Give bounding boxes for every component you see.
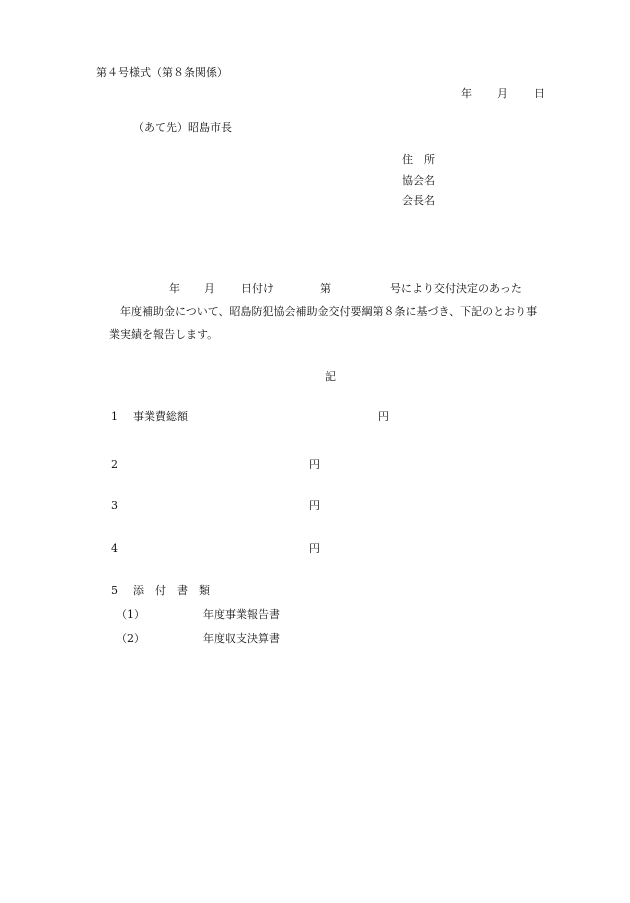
sender-president-label: 会長名	[402, 194, 435, 207]
attachment-2-text: 年度収支決算書	[203, 632, 280, 645]
form-label: 第４号様式（第８条関係）	[96, 66, 228, 79]
attachments-label: 添 付 書 類	[133, 584, 210, 597]
body-line-3: 業実績を報告します。	[109, 328, 219, 341]
attachment-1-number: （1）	[116, 608, 145, 621]
ki-heading: 記	[325, 370, 336, 383]
date-day: 日	[534, 87, 545, 100]
sender-address-label: 住 所	[402, 153, 435, 166]
body-line-2: 年度補助金について、昭島防犯協会補助金交付要綱第８条に基づき、下記のとおり事	[120, 305, 538, 318]
item-4-number: 4	[111, 542, 118, 555]
attachments-number: 5	[111, 584, 118, 597]
body-dated: 日付け	[241, 282, 274, 295]
addressee: （あて先）昭島市長	[133, 121, 232, 134]
attachment-1-text: 年度事業報告書	[203, 608, 280, 621]
body-year: 年	[169, 282, 180, 295]
body-number-prefix: 第	[320, 282, 331, 295]
item-2-number: 2	[111, 458, 118, 471]
item-1-number: 1	[111, 410, 118, 423]
body-month: 月	[204, 282, 215, 295]
body-number-suffix: 号により交付決定のあった	[390, 282, 522, 295]
attachment-2-number: （2）	[116, 632, 145, 645]
item-4-unit: 円	[309, 542, 320, 555]
date-month: 月	[497, 87, 508, 100]
item-1-label: 事業費総額	[133, 410, 188, 423]
sender-association-label: 協会名	[402, 174, 435, 187]
date-year: 年	[461, 87, 472, 100]
item-3-number: 3	[111, 499, 118, 512]
item-3-unit: 円	[309, 499, 320, 512]
item-2-unit: 円	[309, 458, 320, 471]
item-1-unit: 円	[378, 410, 389, 423]
